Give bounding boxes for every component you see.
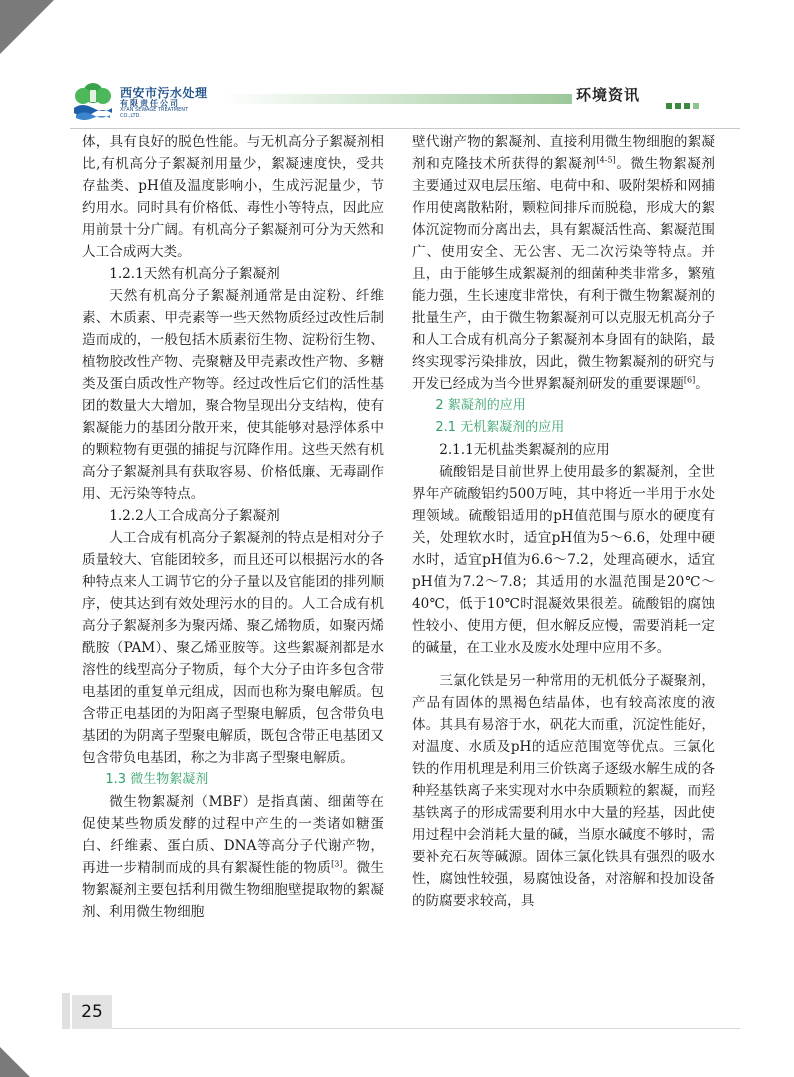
citation: [3] [331,859,343,869]
logo-company-suffix: 有限责任公司 [120,99,180,108]
left-column [82,131,384,923]
heading-microbial-flocculant: 1.3 微生物絮凝剂 [105,772,209,787]
subheading-synthetic-polymer: 1.2.2人工合成高分子絮凝剂 [109,508,280,524]
paragraph-text: 。 [695,376,709,392]
footer-divider [112,1028,740,1029]
page-number: 25 [72,995,112,1029]
header-gradient-bar [222,94,572,104]
paragraph: 人工合成有机高分子絮凝剂的特点是相对分子质量较大、官能团较多，而且还可以根据污水的各种特点来人工调节它的分子量以及官能团的排列顺序，使其达到有效处理污水的目的。人工合成有机高分子絮凝剂多为聚丙烯、聚乙烯物质，如聚丙烯酰胺（PAM）、聚乙烯亚胺等。这些絮凝剂都是水溶性的线型高分子物质，每个大分子由许多包含带电基团的重复单元组成，因而也称为聚电解质。包含带正电基团的为阳离子型聚电解质，包含带负电基团的为阴离子型聚电解质，既包含带正电基团又包含带负电基团，称之为非离子型聚电解质。 [82,530,384,766]
dot [666,103,672,109]
paragraph: 硫酸铝是目前世界上使用最多的絮凝剂，全世界年产硫酸铝约500万吨，其中将近一半用于水处理领域。硫酸铝适用的pH值范围与原水的硬度有关，处理软水时，适宜pH值为5～6.6，处理中硬水时，适宜pH值为6.6～7.2，处理高硬水，适宜pH值为7.2～7.8；其适用的水温范围是20℃～40℃，低于10℃时混凝效果很差。硫酸铝的腐蚀性较小、使用方便，但水解反应慢，需要消耗一定的碱量，在工业水及废水处理中应用不多。 [412,464,715,656]
footer-accent [62,993,70,1029]
logo-company-name: 西安市污水处理 [120,86,208,100]
dot [684,103,690,109]
dot [675,103,681,109]
header-dots-decoration [666,94,702,113]
dot [693,103,699,109]
citation: [6] [683,375,696,385]
paragraph [82,791,384,923]
citation: [4-5] [596,155,616,165]
paragraph-text: 。微生物絮凝剂主要通过双电层压缩、电荷中和、吸附架桥和网捕作用使离散粘附，颗粒间排斥而脱稳，形成大的絮体沉淀物而分离出去，具有絮凝活性高、絮凝范围广、使用安全、无公害、无二次污染等特点。并且，由于能够生成絮凝剂的细菌种类非常多，繁殖能力强，生长速度非常快，有利于微生物絮凝剂的批量生产，由于微生物絮凝剂可以克服无机高分子和人工合成有机高分子絮凝剂本身固有的缺陷，最终实现零污染排放，因此，微生物絮凝剂的研究与开发已经成为当今世界絮凝剂研发的重要课题 [412,156,716,392]
heading-inorganic-application: 2.1 无机絮凝剂的应用 [435,420,565,435]
corner-decoration-top [0,0,54,54]
page-header [0,70,794,130]
paragraph-text: 微生物絮凝剂（MBF）是指真菌、细菌等在促使某些物质发酵的过程中产生的一类诸如糖蛋白、纤维素、蛋白质、DNA等高分子代谢产物，再进一步精制而成的具有絮凝性能的物质 [82,794,384,876]
subheading-inorganic-salt: 2.1.1无机盐类絮凝剂的应用 [439,442,610,458]
logo-english-name: XI'AN SEWAGE TREATMENT CO.,LTD. [120,107,189,119]
paragraph: 天然有机高分子絮凝剂通常是由淀粉、纤维素、木质素、甲壳素等一些天然物质经过改性后制造而成的，一般包括木质素衍生物、淀粉衍生物、植物胶改性产物、壳聚糖及甲壳素改性产物、多糖类及蛋白质改性产物等。经过改性后它们的活性基团的数量大大增加，聚合物呈现出分支结构，使有絮凝能力的基团分散开来，使其能够对悬浮体系中的颗粒物有更强的捕捉与沉降作用。这些天然有机高分子絮凝剂具有获取容易、价格低廉、无毒副作用、无污染等特点。 [82,288,384,502]
heading-flocculant-application: 2 絮凝剂的应用 [435,398,526,413]
header-divider [70,128,740,129]
section-title: 环境资讯 [576,86,641,104]
paragraph-text: 壁代谢产物的絮凝剂、直接利用微生物细胞的絮凝剂和克隆技术所获得的絮凝剂 [412,134,715,172]
paragraph-text: 。微生物絮凝剂主要包括利用微生物细胞壁提取物的絮凝剂、利用微生物细胞 [82,860,385,920]
subheading-natural-polymer: 1.2.1天然有机高分子絮凝剂 [109,266,280,282]
paragraph [412,131,715,395]
logo-mark-icon [70,80,116,120]
paragraph: 三氯化铁是另一种常用的无机低分子凝聚剂，产品有固体的黑褐色结晶体，也有较高浓度的液体。其具有易溶于水，矾花大而重，沉淀性能好，对温度、水质及pH的适应范围宽等优点。三氯化铁的作用机理是利用三价铁离子逐级水解生成的各种羟基铁离子来实现对水中杂质颗粒的絮凝，而羟基铁离子的形成需要利用水中大量的羟基，因此使用过程中会消耗大量的碱，当原水碱度不够时，需要补充石灰等碱源。固体三氯化铁具有强烈的吸水性，腐蚀性较强，易腐蚀设备，对溶解和投加设备的防腐要求较高，具 [412,673,715,909]
company-logo [70,80,220,120]
paragraph: 体，具有良好的脱色性能。与无机高分子絮凝剂相比,有机高分子絮凝剂用量少，絮凝速度快，受共存盐类、pH值及温度影响小，生成污泥量少，节约用水。同时具有价格低、毒性小等特点，因此应用前景十分广阔。有机高分子絮凝剂可分为天然和人工合成两大类。 [82,134,384,260]
right-column [412,131,715,912]
corner-decoration-bottom [0,1047,30,1077]
